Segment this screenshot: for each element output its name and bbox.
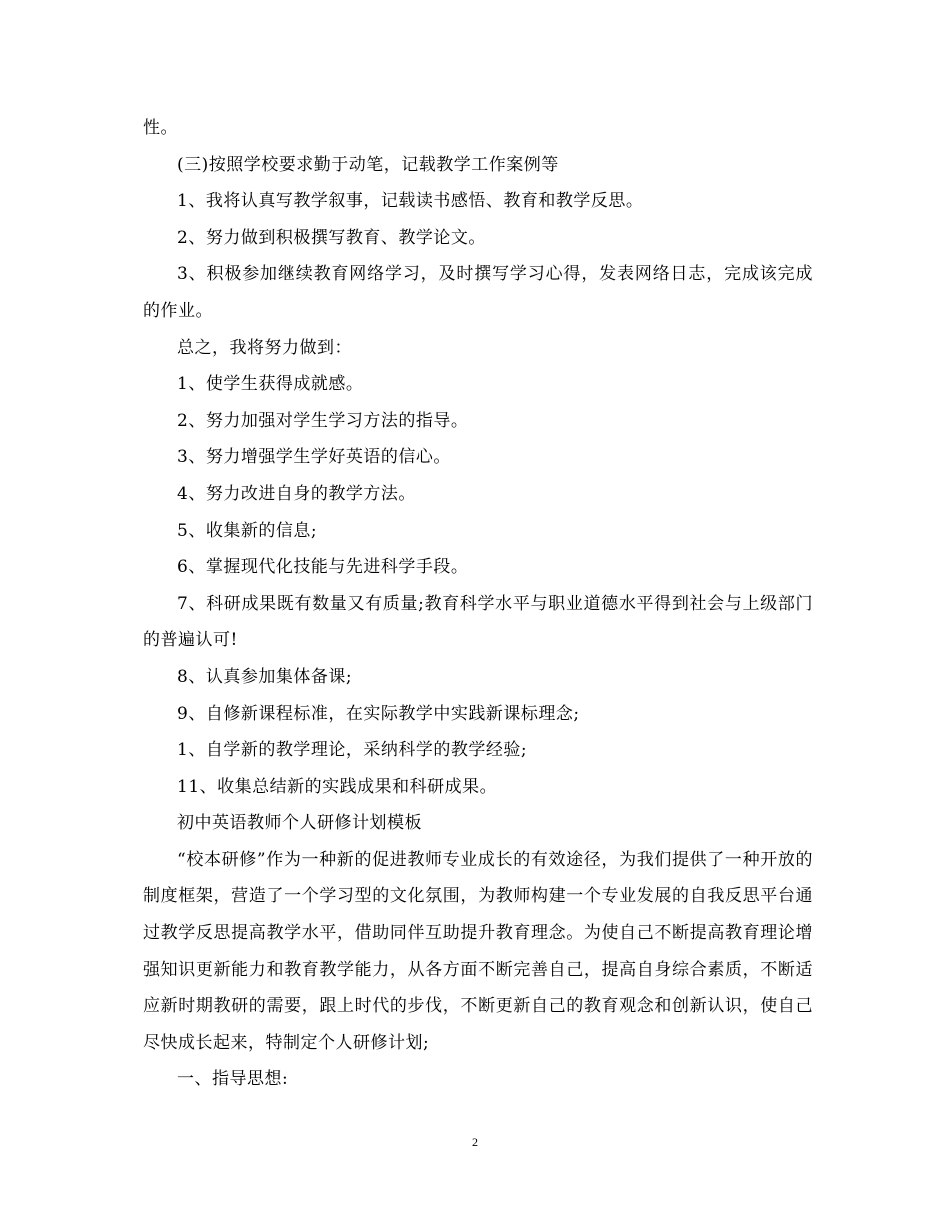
paragraph: 7、科研成果既有数量又有质量;教育科学水平与职业道德水平得到社会与上级部门的普遍认可! [143,593,813,651]
paragraph: 1、我将认真写教学叙事，记载读书感悟、教育和教学反思。 [177,191,644,212]
paragraph: 1、自学新的教学理论，采纳科学的教学经验; [177,740,528,761]
paragraph: 2、努力加强对学生学习方法的指导。 [177,410,469,431]
paragraph: (三)按照学校要求勤于动笔，记载教学工作案例等 [177,154,559,175]
paragraph: 4、努力改进自身的教学方法。 [177,483,416,504]
document-body [143,110,813,1098]
paragraph: 1、使学生获得成就感。 [177,374,364,395]
paragraph: 总之，我将努力做到： [177,337,352,358]
section-heading: 一、指导思想: [177,1069,289,1090]
section-title: 初中英语教师个人研修计划模板 [177,813,422,834]
paragraph: 2、努力做到积极撰写教育、教学论文。 [177,227,486,248]
paragraph: 9、自修新课程标准，在实际教学中实践新课标理念; [177,703,580,724]
paragraph: “校本研修”作为一种新的促进教师专业成长的有效途径，为我们提供了一种开放的制度框架，营造了一个学习型的文化氛围，为教师构建一个专业发展的自我反思平台通过教学反思提高教学水平，借助同伴互助提升教育理念。为使自己不断提高教育理论增强知识更新能力和教育教学能力，从各方面不断完善自己，提高自身综合素质，不断适应新时期教研的需要，跟上时代的步伐，不断更新自己的教育观念和创新认识，使自己尽快成长起来，特制定个人研修计划; [143,849,813,1053]
paragraph: 3、努力增强学生学好英语的信心。 [177,447,451,468]
paragraph: 8、认真参加集体备课; [177,666,353,687]
paragraph: 5、收集新的信息; [177,520,318,541]
paragraph: 性。 [143,118,178,138]
paragraph: 11、收集总结新的实践成果和科研成果。 [177,776,498,797]
page-number: 2 [472,1135,478,1149]
paragraph: 3、积极参加继续教育网络学习，及时撰写学习心得，发表网络日志，完成该完成的作业。 [143,264,813,321]
paragraph: 6、掌握现代化技能与先进科学手段。 [177,557,469,578]
